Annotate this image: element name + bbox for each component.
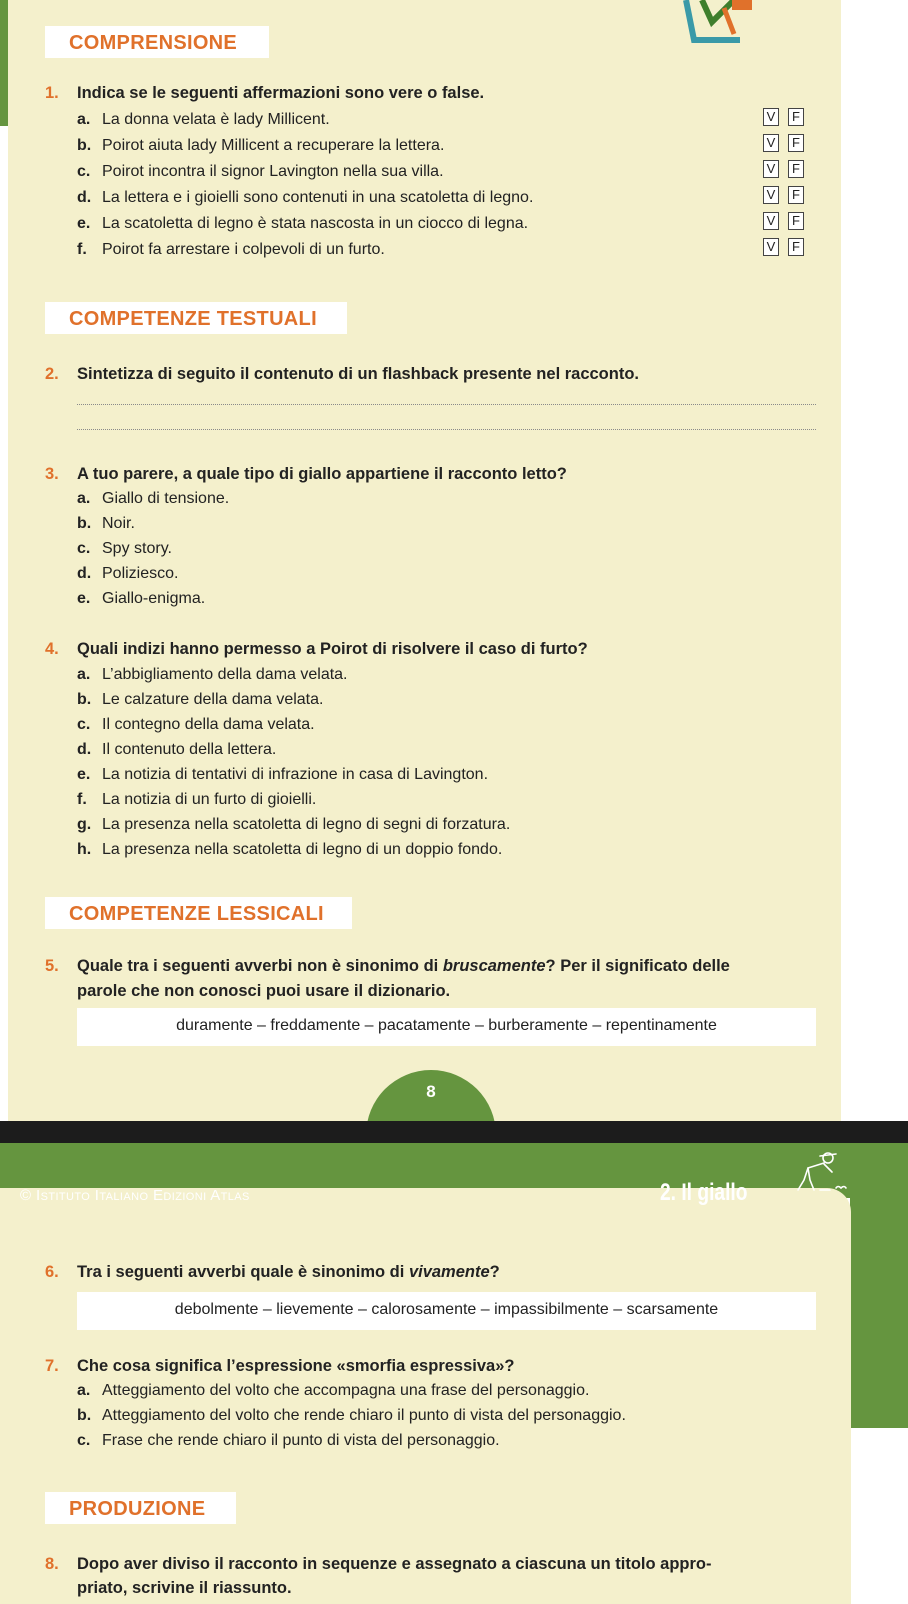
- section-competenze-testuali: [45, 302, 347, 334]
- chapter-title: 2. Il giallo: [660, 1179, 748, 1206]
- question-number: 8.: [45, 1555, 59, 1573]
- question-text: A tuo parere, a quale tipo di giallo appartiene il racconto letto?: [77, 465, 567, 483]
- checkmark-icon: [672, 0, 768, 46]
- tf-boxes-f: [763, 238, 813, 256]
- item-text: La donna velata è lady Millicent.: [102, 111, 330, 128]
- item-letter: g.: [77, 816, 92, 833]
- item-letter: e.: [77, 215, 91, 232]
- question-number: 5.: [45, 957, 59, 975]
- question-text: ? Per il significato delle: [545, 957, 730, 975]
- tf-boxes-c: [763, 160, 813, 178]
- option-d: [77, 741, 276, 759]
- false-checkbox[interactable]: F: [788, 108, 804, 126]
- page-1-left-edge: [0, 0, 8, 126]
- item-text: Frase che rende chiaro il punto di vista del personaggio.: [102, 1432, 500, 1449]
- item-letter: b.: [77, 515, 92, 532]
- false-checkbox[interactable]: F: [788, 212, 804, 230]
- question-number: 1.: [45, 84, 59, 102]
- option-h: [77, 841, 502, 859]
- question-number: 6.: [45, 1263, 59, 1281]
- section-competenze-lessicali: [45, 897, 352, 929]
- item-letter: a.: [77, 1382, 91, 1399]
- question-text: Quale tra i seguenti avverbi non è sinonimo di: [77, 957, 443, 975]
- item-text: Giallo di tensione.: [102, 490, 230, 507]
- true-checkbox[interactable]: V: [763, 134, 779, 152]
- option-a: [77, 490, 229, 508]
- question-8-line-2: [77, 1579, 292, 1598]
- false-checkbox[interactable]: F: [788, 134, 804, 152]
- item-text: La notizia di un furto di gioielli.: [102, 791, 317, 808]
- question-text: Che cosa significa l’espressione «smorfia espressiva»?: [77, 1357, 515, 1375]
- question-number: 4.: [45, 640, 59, 658]
- true-checkbox[interactable]: V: [763, 108, 779, 126]
- statement-a: [77, 111, 330, 129]
- item-text: Il contenuto della lettera.: [102, 741, 277, 758]
- false-checkbox[interactable]: F: [788, 160, 804, 178]
- item-text: Poliziesco.: [102, 565, 179, 582]
- option-b: [77, 1407, 626, 1425]
- item-letter: c.: [77, 716, 91, 733]
- option-a: [77, 666, 348, 684]
- item-letter: f.: [77, 791, 87, 808]
- item-text: La presenza nella scatoletta di legno di segni di forzatura.: [102, 816, 511, 833]
- item-letter: e.: [77, 590, 91, 607]
- question-5-line-2: [77, 982, 450, 1001]
- tf-boxes-d: [763, 186, 813, 204]
- item-text: Poirot aiuta lady Millicent a recuperare la lettera.: [102, 137, 445, 154]
- section-title: PRODUZIONE: [69, 1498, 206, 1520]
- section-title: COMPRENSIONE: [69, 32, 238, 54]
- item-letter: e.: [77, 766, 91, 783]
- statement-b: [77, 137, 444, 155]
- item-text: Poirot incontra il signor Lavington nella sua villa.: [102, 163, 444, 180]
- answer-line[interactable]: [77, 404, 816, 405]
- question-number: 7.: [45, 1357, 59, 1375]
- item-text: La presenza nella scatoletta di legno di un doppio fondo.: [102, 841, 503, 858]
- section-comprensione: [45, 26, 269, 58]
- question-text: Dopo aver diviso il racconto in sequenze e assegnato a ciascuna un titolo appro-: [77, 1555, 712, 1573]
- question-1: [45, 84, 484, 103]
- tf-boxes-a: [763, 108, 813, 126]
- item-letter: c.: [77, 1432, 91, 1449]
- tf-boxes-b: [763, 134, 813, 152]
- statement-c: [77, 163, 444, 181]
- page-number: 8: [426, 1082, 436, 1101]
- word-list: duramente – freddamente – pacatamente – burberamente – repentinamente: [176, 1017, 717, 1034]
- item-letter: a.: [77, 111, 91, 128]
- page-2-right-band: [850, 1143, 908, 1428]
- item-text: Giallo-enigma.: [102, 590, 206, 607]
- word-list: debolmente – lievemente – calorosamente – impassibilmente – scarsamente: [174, 1301, 719, 1318]
- false-checkbox[interactable]: F: [788, 186, 804, 204]
- question-number: 2.: [45, 365, 59, 383]
- section-title: COMPETENZE TESTUALI: [69, 308, 317, 330]
- option-c: [77, 716, 315, 734]
- section-produzione: [45, 1492, 236, 1524]
- item-text: La scatoletta di legno è stata nascosta in un ciocco di legna.: [102, 215, 529, 232]
- question-number: 3.: [45, 465, 59, 483]
- option-c: [77, 540, 172, 558]
- option-b: [77, 691, 323, 709]
- word-box: [77, 1292, 816, 1330]
- section-title: COMPETENZE LESSICALI: [69, 903, 324, 925]
- option-d: [77, 565, 178, 583]
- question-8: [45, 1555, 711, 1574]
- question-7: [45, 1357, 514, 1376]
- item-text: Spy story.: [102, 540, 172, 557]
- question-text: Indica se le seguenti affermazioni sono vere o false.: [77, 84, 485, 102]
- option-a: [77, 1382, 589, 1400]
- item-text: La notizia di tentativi di infrazione in casa di Lavington.: [102, 766, 489, 783]
- item-text: Atteggiamento del volto che accompagna una frase del personaggio.: [102, 1382, 590, 1399]
- question-5: [45, 957, 730, 976]
- item-letter: b.: [77, 137, 92, 154]
- true-checkbox[interactable]: V: [763, 186, 779, 204]
- option-f: [77, 791, 316, 809]
- item-letter: d.: [77, 565, 92, 582]
- question-text: Quali indizi hanno permesso a Poirot di risolvere il caso di furto?: [77, 640, 588, 658]
- item-letter: d.: [77, 189, 92, 206]
- true-checkbox[interactable]: V: [763, 160, 779, 178]
- statement-e: [77, 215, 528, 233]
- item-text: Le calzature della dama velata.: [102, 691, 324, 708]
- question-6: [45, 1263, 500, 1282]
- item-letter: b.: [77, 1407, 92, 1424]
- question-text: priato, scrivine il riassunto.: [77, 1579, 292, 1597]
- item-letter: h.: [77, 841, 92, 858]
- option-c: [77, 1432, 500, 1450]
- true-checkbox[interactable]: V: [763, 212, 779, 230]
- question-text: ?: [489, 1263, 500, 1281]
- option-g: [77, 816, 510, 834]
- item-text: L’abbigliamento della dama velata.: [102, 666, 348, 683]
- statement-d: [77, 189, 533, 207]
- question-3: [45, 465, 567, 484]
- item-text: Il contegno della dama velata.: [102, 716, 315, 733]
- question-4: [45, 640, 588, 659]
- question-text: Tra i seguenti avverbi quale è sinonimo di: [77, 1263, 409, 1281]
- option-e: [77, 590, 205, 608]
- publisher-credit: © Istituto Italiano Edizioni Atlas: [20, 1187, 250, 1204]
- item-text: Atteggiamento del volto che rende chiaro il punto di vista del personaggio.: [102, 1407, 626, 1424]
- item-letter: b.: [77, 691, 92, 708]
- tf-boxes-e: [763, 212, 813, 230]
- true-checkbox[interactable]: V: [763, 238, 779, 256]
- question-text: parole che non conosci puoi usare il dizionario.: [77, 982, 451, 1000]
- item-text: Poirot fa arrestare i colpevoli di un furto.: [102, 241, 385, 258]
- word-box: [77, 1008, 816, 1046]
- question-emphasis: bruscamente: [442, 957, 546, 975]
- question-2: [45, 365, 639, 384]
- item-letter: c.: [77, 540, 91, 557]
- item-letter: d.: [77, 741, 92, 758]
- item-text: Noir.: [102, 515, 135, 532]
- question-text: Sintetizza di seguito il contenuto di un flashback presente nel racconto.: [77, 365, 639, 383]
- detective-icon: [784, 1150, 854, 1192]
- page-separator: [0, 1121, 908, 1143]
- false-checkbox[interactable]: F: [788, 238, 804, 256]
- option-e: [77, 766, 488, 784]
- item-letter: a.: [77, 490, 91, 507]
- item-letter: c.: [77, 163, 91, 180]
- question-emphasis: vivamente: [408, 1263, 490, 1281]
- item-letter: a.: [77, 666, 91, 683]
- statement-f: [77, 241, 385, 259]
- item-text: La lettera e i gioielli sono contenuti in una scatoletta di legno.: [102, 189, 534, 206]
- item-letter: f.: [77, 241, 87, 258]
- answer-line[interactable]: [77, 429, 816, 430]
- option-b: [77, 515, 135, 533]
